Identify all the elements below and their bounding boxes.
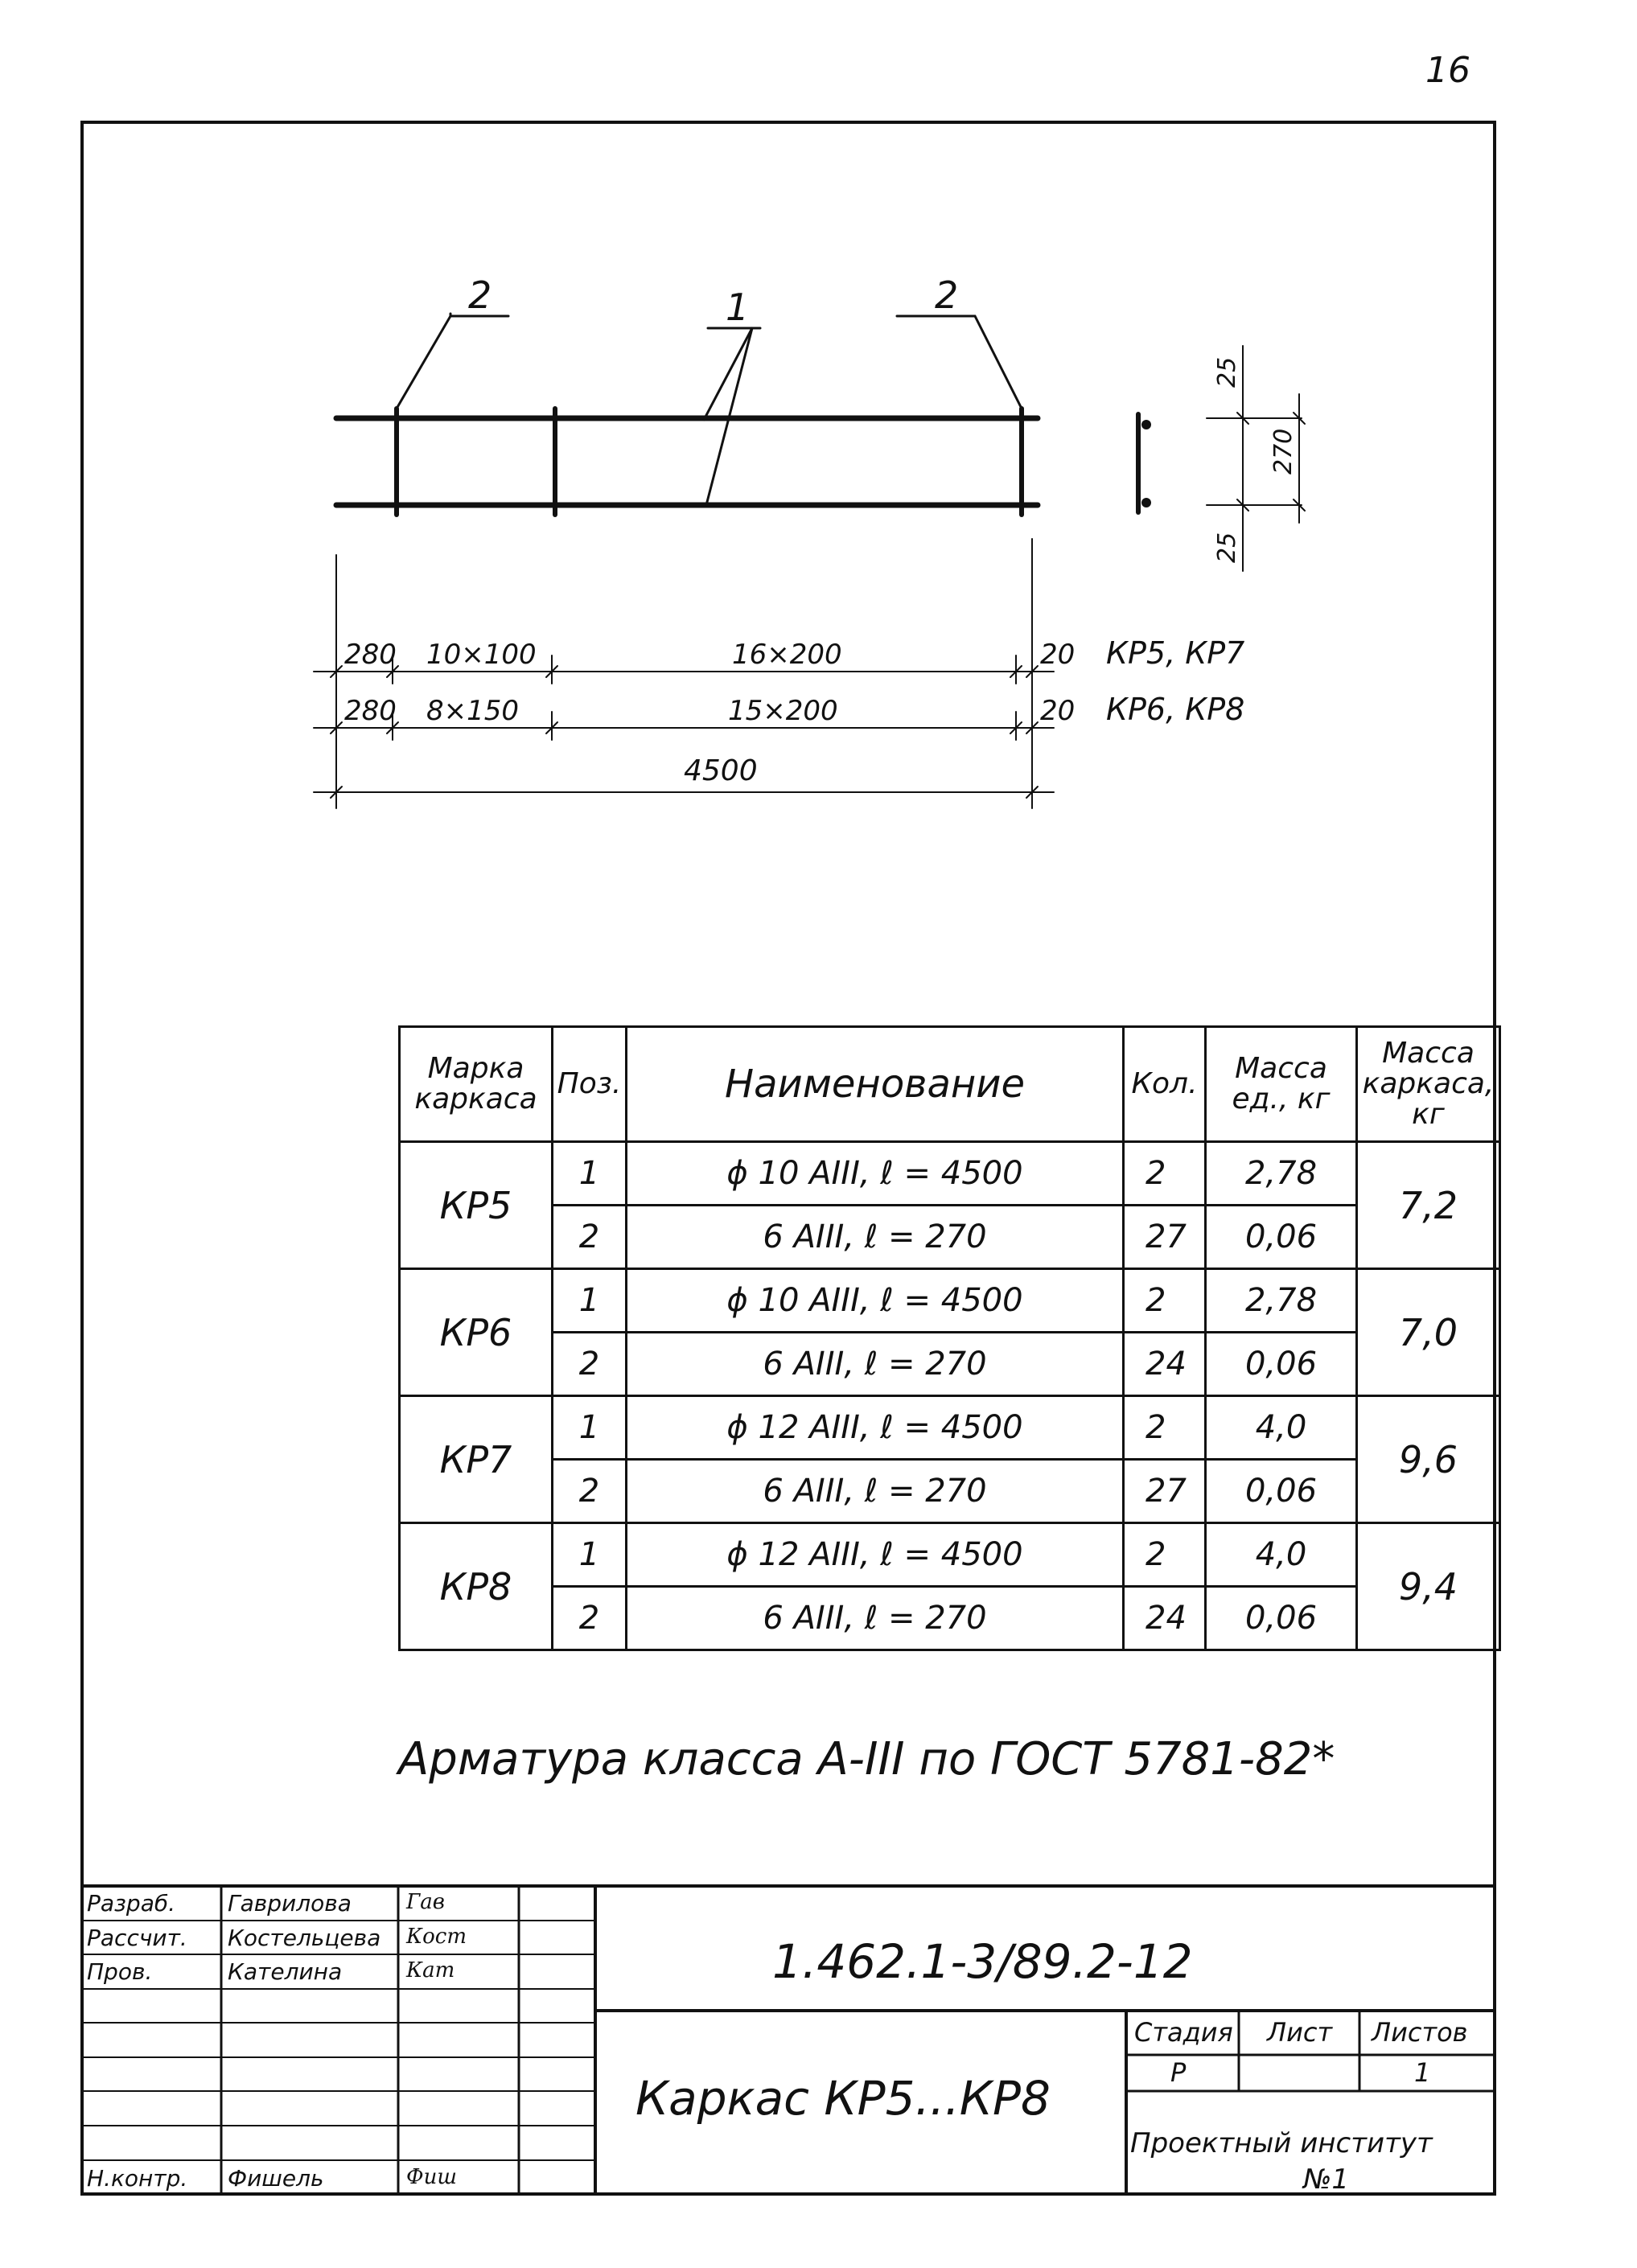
cell-unit-mass: 0,06 bbox=[1206, 1460, 1357, 1523]
header-qty: Кол. bbox=[1124, 1027, 1206, 1142]
leader-label-middle: 1 bbox=[726, 286, 750, 329]
cell-qty: 2 bbox=[1124, 1523, 1206, 1587]
cell-qty: 24 bbox=[1124, 1587, 1206, 1650]
cell-mark: КР8 bbox=[400, 1523, 553, 1650]
cell-unit-mass: 0,06 bbox=[1206, 1206, 1357, 1269]
name-checker: Кателина bbox=[228, 1958, 343, 1985]
table-row bbox=[400, 1523, 1500, 1587]
sheets-label: Листов bbox=[1372, 2017, 1468, 2048]
cell-name: 6 АIII, ℓ = 270 bbox=[627, 1587, 1124, 1650]
name-developer: Гаврилова bbox=[228, 1890, 352, 1917]
stage-label: Стадия bbox=[1134, 2017, 1233, 2048]
cell-qty: 2 bbox=[1124, 1396, 1206, 1460]
stage-value: Р bbox=[1170, 2057, 1187, 2088]
dim-total: 4500 bbox=[684, 754, 758, 787]
cell-frame-mass: 7,0 bbox=[1357, 1269, 1500, 1396]
cell-pos: 1 bbox=[553, 1396, 627, 1460]
table-row bbox=[400, 1333, 1500, 1396]
cell-pos: 2 bbox=[553, 1587, 627, 1650]
leader-label-right: 2 bbox=[935, 273, 959, 317]
dim-row2-marks: КР6, КР8 bbox=[1106, 692, 1245, 727]
cell-name: ϕ 10 АIII, ℓ = 4500 bbox=[627, 1269, 1124, 1333]
dim-height: 270 bbox=[1269, 428, 1298, 475]
table-row bbox=[400, 1460, 1500, 1523]
cell-qty: 2 bbox=[1124, 1269, 1206, 1333]
cell-name: ϕ 12 АIII, ℓ = 4500 bbox=[627, 1523, 1124, 1587]
cell-frame-mass: 9,4 bbox=[1357, 1523, 1500, 1650]
role-checker: Пров. bbox=[87, 1958, 153, 1985]
cell-unit-mass: 2,78 bbox=[1206, 1142, 1357, 1206]
table-row bbox=[400, 1396, 1500, 1460]
cell-unit-mass: 0,06 bbox=[1206, 1333, 1357, 1396]
signature-norm-control: Фиш bbox=[406, 2165, 457, 2189]
cell-frame-mass: 9,6 bbox=[1357, 1396, 1500, 1523]
cell-qty: 2 bbox=[1124, 1142, 1206, 1206]
cell-name: ϕ 10 АIII, ℓ = 4500 bbox=[627, 1142, 1124, 1206]
cage-drawing bbox=[0, 0, 1637, 925]
dim-row1-left: 280 bbox=[344, 639, 397, 671]
table-row bbox=[400, 1587, 1500, 1650]
cell-frame-mass: 7,2 bbox=[1357, 1142, 1500, 1269]
cell-pos: 2 bbox=[553, 1460, 627, 1523]
cell-qty: 24 bbox=[1124, 1333, 1206, 1396]
cell-pos: 1 bbox=[553, 1523, 627, 1587]
header-unit-mass: Масса ед., кг bbox=[1206, 1027, 1357, 1142]
name-norm-control: Фишель bbox=[228, 2165, 324, 2192]
cell-pos: 2 bbox=[553, 1206, 627, 1269]
cell-unit-mass: 0,06 bbox=[1206, 1587, 1357, 1650]
leader-label-left: 2 bbox=[468, 273, 492, 317]
dim-row1-marks: КР5, КР7 bbox=[1106, 635, 1245, 671]
dim-row1-right: 20 bbox=[1040, 639, 1076, 671]
signature-calculator: Кост bbox=[406, 1925, 467, 1949]
table-row bbox=[400, 1206, 1500, 1269]
role-norm-control: Н.контр. bbox=[87, 2165, 188, 2192]
dim-row2-left: 280 bbox=[344, 695, 397, 727]
cell-pos: 1 bbox=[553, 1142, 627, 1206]
header-name: Наименование bbox=[627, 1027, 1124, 1142]
cell-pos: 1 bbox=[553, 1269, 627, 1333]
cell-name: 6 АIII, ℓ = 270 bbox=[627, 1206, 1124, 1269]
dim-row1-seg1: 10×100 bbox=[426, 639, 537, 671]
cell-mark: КР7 bbox=[400, 1396, 553, 1523]
organization-name: Проектный институт bbox=[1130, 2127, 1433, 2159]
dim-row2-right: 20 bbox=[1040, 695, 1076, 727]
organization-number: №1 bbox=[1303, 2163, 1349, 2196]
signature-checker: Кат bbox=[406, 1958, 455, 1982]
sheet-label: Лист bbox=[1267, 2017, 1333, 2048]
cell-mark: КР6 bbox=[400, 1269, 553, 1396]
name-calculator: Костельцева bbox=[228, 1925, 381, 1951]
header-mark: Марка каркаса bbox=[400, 1027, 553, 1142]
role-developer: Разраб. bbox=[87, 1890, 176, 1917]
drawing-name: Каркас КР5...КР8 bbox=[635, 2071, 1051, 2126]
dim-row1-seg2: 16×200 bbox=[732, 639, 842, 671]
table-row bbox=[400, 1269, 1500, 1333]
dim-bottom-cover: 25 bbox=[1213, 532, 1241, 563]
cell-name: 6 АIII, ℓ = 270 bbox=[627, 1333, 1124, 1396]
sheets-value: 1 bbox=[1414, 2057, 1431, 2088]
cell-mark: КР5 bbox=[400, 1142, 553, 1269]
dim-row2-seg1: 8×150 bbox=[426, 695, 520, 727]
cell-qty: 27 bbox=[1124, 1206, 1206, 1269]
header-frame-mass: Масса каркаса, кг bbox=[1357, 1027, 1500, 1142]
reinforcement-note: Арматура класса А-III по ГОСТ 5781-82* bbox=[398, 1733, 1335, 1785]
table-header-row bbox=[400, 1027, 1500, 1142]
role-calculator: Рассчит. bbox=[87, 1925, 187, 1951]
cell-unit-mass: 4,0 bbox=[1206, 1523, 1357, 1587]
page-number: 16 bbox=[1425, 50, 1470, 91]
cell-qty: 27 bbox=[1124, 1460, 1206, 1523]
cell-name: 6 АIII, ℓ = 270 bbox=[627, 1460, 1124, 1523]
cell-unit-mass: 4,0 bbox=[1206, 1396, 1357, 1460]
cell-name: ϕ 12 АIII, ℓ = 4500 bbox=[627, 1396, 1124, 1460]
document-code: 1.462.1-3/89.2-12 bbox=[772, 1934, 1193, 1989]
dim-top-cover: 25 bbox=[1213, 356, 1241, 388]
signature-developer: Гав bbox=[406, 1890, 445, 1914]
dim-row2-seg2: 15×200 bbox=[728, 695, 838, 727]
specification-table bbox=[398, 1025, 1501, 1651]
header-pos: Поз. bbox=[553, 1027, 627, 1142]
cell-unit-mass: 2,78 bbox=[1206, 1269, 1357, 1333]
table-row bbox=[400, 1142, 1500, 1206]
cell-pos: 2 bbox=[553, 1333, 627, 1396]
